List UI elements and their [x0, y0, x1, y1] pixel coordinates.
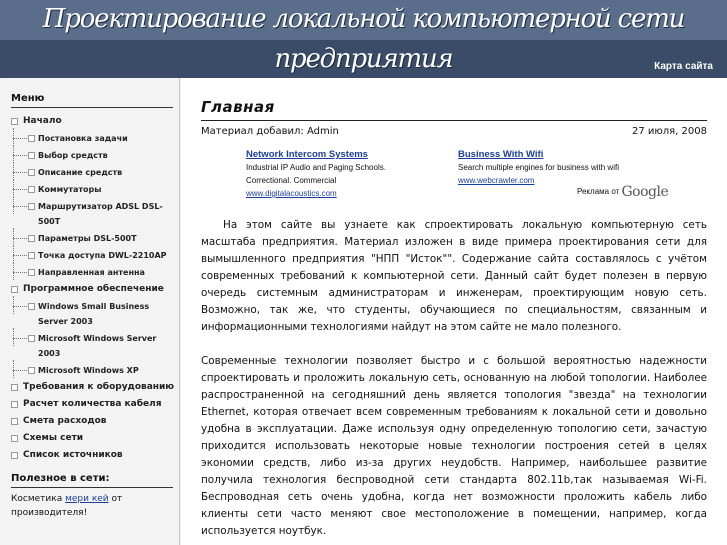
bullet-box-icon	[11, 384, 18, 391]
bullet-box-icon	[11, 286, 18, 293]
bullet-box-icon	[28, 303, 35, 310]
sidebar-subitem[interactable]	[11, 248, 179, 263]
sidebar-item[interactable]	[11, 380, 179, 395]
tree-connector	[13, 272, 27, 273]
sidebar-item-label: Описание средств	[38, 168, 123, 177]
sidebar-item-label: Начало	[23, 116, 62, 126]
tree-connector	[13, 172, 27, 173]
sidebar	[2, 78, 180, 545]
tree-connector	[13, 155, 27, 156]
sidebar-item-label: Microsoft Windows XP	[38, 366, 139, 375]
ad-title-link[interactable]: Business With Wifi	[458, 149, 544, 160]
ad-title-link[interactable]: Network Intercom Systems	[246, 149, 368, 160]
google-logo: Google	[621, 184, 669, 200]
ad-url-link[interactable]: www.webcrawler.com	[458, 176, 535, 185]
bullet-box-icon	[28, 269, 35, 276]
site-title: Проектирование локальной компьютерной сети	[42, 4, 685, 34]
ads-by-google[interactable]	[577, 184, 668, 200]
bullet-box-icon	[11, 418, 18, 425]
useful-links	[11, 492, 176, 520]
sidebar-item-label: Расчет количества кабеля	[23, 399, 162, 409]
site-header	[0, 0, 727, 78]
bullet-box-icon	[28, 335, 35, 342]
article-meta	[201, 126, 707, 140]
ad-url-link[interactable]: www.digitalacoustics.com	[246, 189, 337, 198]
site-title-continued: предприятия	[274, 44, 453, 74]
tree-line	[13, 262, 14, 280]
tree-line	[13, 179, 14, 197]
ad-block	[201, 148, 707, 206]
title-divider	[201, 120, 707, 121]
tree-connector	[13, 306, 27, 307]
sidebar-item[interactable]	[11, 397, 179, 412]
tree-line	[13, 145, 14, 163]
bullet-box-icon	[11, 401, 18, 408]
sidebar-item-label: Программное обеспечение	[23, 284, 164, 294]
sidebar-subitem[interactable]	[11, 148, 179, 163]
publish-date: 27 июля, 2008	[631, 126, 707, 137]
sidebar-subitem[interactable]	[11, 331, 179, 361]
sidebar-item-label: Требования к оборудованию	[23, 382, 175, 392]
ad-text: Search multiple engines for business with wifi	[458, 163, 619, 172]
bullet-box-icon	[28, 186, 35, 193]
tree-connector	[13, 255, 27, 256]
bullet-box-icon	[28, 252, 35, 259]
bullet-box-icon	[11, 118, 18, 125]
main-content	[181, 78, 727, 545]
page-title: Главная	[201, 98, 275, 116]
tree-connector	[13, 338, 27, 339]
tree-line	[13, 360, 14, 378]
tree-connector	[13, 189, 27, 190]
ads-by-label: Реклама от	[577, 187, 620, 196]
bullet-box-icon	[28, 367, 35, 374]
sidebar-subitem[interactable]	[11, 363, 179, 378]
intro-paragraph: На этом сайте вы узнаете как спроектировать локальную компьютерную сеть масштаба предприятия. Материал изложен в виде примера проектирования сети для вымышленного предприятия "НПП "Исток"". Содержание сайта составлялось с учётом современных требований к компьютерной сети. Данный сайт будет полезен в первую очередь системным администраторам и инженерам, проектирующим новую сеть. Возможно, так же, что студенты, обучающиеся по специальностям, связанным и информационными технологиями найдут на этом сайте не мало полезного.	[201, 219, 707, 333]
sidebar-subitem[interactable]	[11, 199, 179, 229]
tree-line	[13, 196, 14, 214]
bullet-box-icon	[28, 203, 35, 210]
sidebar-item-label: Microsoft Windows Server 2003	[38, 334, 157, 358]
sidebar-item-label: Windows Small Business Server 2003	[38, 302, 150, 326]
tree-connector	[13, 370, 27, 371]
sidebar-subitem[interactable]	[11, 299, 179, 329]
sidebar-item-label: Маршрутизатор ADSL DSL-500T	[38, 202, 163, 226]
bullet-box-icon	[11, 452, 18, 459]
sitemap-link[interactable]: Карта сайта	[654, 61, 713, 72]
sidebar-item[interactable]	[11, 414, 179, 429]
bullet-box-icon	[28, 135, 35, 142]
tree-line	[13, 128, 14, 146]
tree-line	[13, 162, 14, 180]
bullet-box-icon	[28, 152, 35, 159]
bullet-box-icon	[28, 235, 35, 242]
menu-heading: Меню	[11, 93, 173, 108]
technology-paragraph: Современные технологии позволяет быстро и с большой вероятностью надежности спроектировать и проложить локальную сеть, основанную на любой топологии. Наиболее распространенной на сегодняшний день является топология "звезда" на технологии Ethernet, которая отвечает всем современным требованиям к локальной сети и довольно удобна в эксплуатации. Даже используя одну определенную топологию сети, зачастую приходится использовать некоторые новые технологии построения сетей в целях экономии средств, либо из-за других неудобств. Например, наибольшее развитие получила технология беспроводной сети стандарта 802.11b,так называемая Wi-Fi. Беспроводная сеть очень удобна, когда нет возможности проложить кабель либо клиенты сети часто меняют свое местоположение в помещении, например, когда используется ноутбук.	[201, 355, 707, 537]
sidebar-subitem[interactable]	[11, 182, 179, 197]
sidebar-subitem[interactable]	[11, 165, 179, 180]
tree-connector	[13, 206, 27, 207]
sidebar-subitem[interactable]	[11, 265, 179, 280]
sidebar-item-label: Схемы сети	[23, 433, 84, 443]
sidebar-item-label: Выбор средств	[38, 151, 108, 160]
tree-line	[13, 245, 14, 263]
sidebar-item-label: Смета расходов	[23, 416, 107, 426]
sidebar-menu	[11, 114, 179, 463]
sidebar-subitem[interactable]	[11, 131, 179, 146]
mary-kay-link[interactable]: мери кей	[65, 494, 109, 504]
sidebar-item[interactable]	[11, 431, 179, 446]
useful-text-after: от производителя!	[11, 494, 123, 518]
sidebar-item-label: Коммутаторы	[38, 185, 102, 194]
useful-text-before: Косметика	[11, 494, 66, 504]
sidebar-item[interactable]	[11, 282, 179, 297]
sidebar-item-label: Постановка задачи	[38, 134, 128, 143]
sidebar-item-label: Список источников	[23, 450, 123, 460]
tree-connector	[13, 238, 27, 239]
ad-text: Industrial IP Audio and Paging Schools.	[246, 163, 386, 172]
tree-line	[13, 296, 14, 314]
bullet-box-icon	[28, 169, 35, 176]
tree-connector	[13, 138, 27, 139]
ad-unit-1	[246, 148, 456, 200]
useful-heading: Полезное в сети:	[11, 473, 173, 488]
sidebar-item[interactable]	[11, 448, 179, 463]
sidebar-item-label: Точка доступа DWL-2210AP	[38, 251, 167, 260]
author-line: Материал добавил: Admin	[201, 126, 339, 137]
bullet-box-icon	[11, 435, 18, 442]
sidebar-item[interactable]	[11, 114, 179, 129]
sidebar-subitem[interactable]	[11, 231, 179, 246]
sidebar-item-label: Направленная антенна	[38, 268, 145, 277]
ad-text: Correctional. Commercial	[246, 176, 337, 185]
tree-line	[13, 328, 14, 346]
tree-line	[13, 228, 14, 246]
sidebar-item-label: Параметры DSL-500T	[38, 234, 137, 243]
ad-unit-2	[458, 148, 668, 187]
